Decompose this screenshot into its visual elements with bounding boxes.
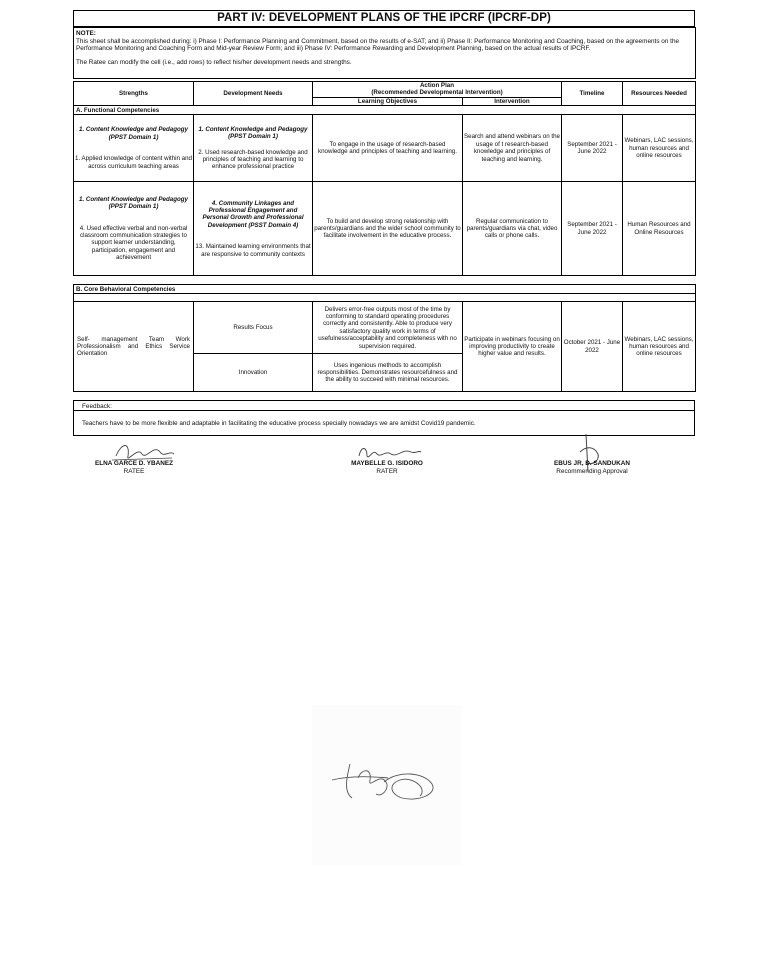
header-intervention: Intervention [463, 97, 562, 105]
row2-need-text: 13. Maintained learning environments that are responsive to community contexts [195, 243, 311, 258]
row1-objective: To engage in the usage of research-based knowledge and principles of teaching and learning. [313, 115, 463, 182]
row2-timeline: September 2021 - June 2022 [562, 182, 623, 276]
row3-objective-results-focus: Delivers error-free outputs most of the time by conforming to standard operating procedures correctly and consistently. Able to produce very satisfactory quality work in terms of usefulness/acceptability and completeness with no supervision required. [313, 302, 463, 354]
row1-need-text: 2. Used research-based knowledge and principles of teaching and learning to enhance professional practice [198, 148, 308, 171]
development-plan-table [73, 81, 696, 392]
note-box [73, 27, 696, 79]
row2-objective: To build and develop strong relationship with parents/guardians and the wider school community to facilitate involvement in the educative process. [313, 182, 463, 276]
scanned-signature-image [328, 758, 440, 804]
approver-signature-block [541, 460, 643, 476]
row1-resources: Webinars, LAC sessions, human resources and online resources [623, 115, 696, 182]
action-plan-subtitle: (Recommended Developmental Intervention) [371, 89, 503, 97]
ratee-role: RATEE [123, 468, 145, 475]
feedback-text: Teachers have to be more flexible and adaptable in facilitating the educative process specially nowadays we are amidst Covid19 pandemic. [82, 420, 476, 427]
row2-resources: Human Resources and Online Resources [623, 182, 696, 276]
row1-timeline: September 2021 - June 2022 [562, 115, 623, 182]
header-strengths: Strengths [74, 82, 194, 106]
header-learning-objectives: Learning Objectives [313, 97, 463, 105]
note-label: NOTE: [76, 30, 96, 37]
header-development-needs: Development Needs [194, 82, 313, 106]
approver-name: EBUS JR, D. SANDUKAN [554, 460, 630, 467]
header-action-plan [313, 82, 562, 98]
section-core-behavioral-competencies: B. Core Behavioral Competencies [74, 285, 696, 294]
row3-strength: Self- management Team Work Professionalism and Ethics Service Orientation [74, 302, 194, 392]
header-resources: Resources Needed [623, 82, 696, 106]
note-modify-instructions: The Ratee can modify the cell (i.e., add rows) to reflect his/her development needs and strengths. [76, 58, 352, 66]
rater-signature-block [337, 460, 437, 476]
row2-intervention: Regular communication to parents/guardians via chat, video calls or phone calls. [463, 182, 562, 276]
row1-strength-title: 1. Content Knowledge and Pedagogy (PPST Domain 1) [79, 126, 188, 141]
row3-intervention: Participate in webinars focusing on improving productivity to create higher value and results. [463, 302, 562, 392]
row2-strength [74, 182, 194, 276]
row1-intervention: Search and attend webinars on the usage of t research-based knowledge and principles of teaching and learning. [463, 115, 562, 182]
row1-strength [74, 115, 194, 182]
row2-need [194, 182, 313, 276]
approver-role: Recommending Approval [556, 468, 628, 475]
row3-objective-innovation: Uses ingenious methods to accomplish responsibilities. Demonstrates resourcefulness and the ability to succeed with minimal resources. [313, 354, 463, 392]
section-functional-competencies: A. Functional Competencies [74, 106, 696, 115]
row1-strength-text: 1. Applied knowledge of content within and across curriculum teaching areas [75, 155, 192, 170]
feedback-box [73, 400, 695, 436]
row1-need-title: 1. Content Knowledge and Pedagogy (PPST Domain 1) [198, 125, 308, 141]
row1-need [194, 115, 313, 182]
ratee-signature-block [83, 460, 185, 476]
rater-role: RATER [376, 468, 398, 475]
ratee-name: ELNA GARCE D. YBANEZ [94, 460, 174, 467]
row3-timeline: October 2021 - June 2022 [562, 302, 623, 392]
feedback-label: Feedback: [82, 403, 112, 410]
row2-need-title: 4. Community Linkages and Professional Engagement and Personal Growth and Professional Development (PSST Domain 4) [202, 199, 304, 229]
row2-strength-title: 1. Content Knowledge and Pedagogy (PPST Domain 1) [79, 195, 188, 211]
page-title: PART IV: DEVELOPMENT PLANS OF THE IPCRF (IPCRF-DP) [73, 10, 695, 27]
rater-name: MAYBELLE G. ISIDORO [351, 460, 423, 467]
header-timeline: Timeline [562, 82, 623, 106]
note-instructions: This sheet shall be accomplished during: i) Phase I: Performance Planning and Commitment, based on the results of e-SAT; and ii) Phase II: Performance Monitoring and Coaching, based on the agreements on the Performance Monitoring and Coaching Form and Mid-year Review Form; and iii) Phase IV: Performance Rewarding and Development Planning, based on the actual results of IPCRF. [76, 37, 680, 53]
action-plan-title: Action Plan [419, 82, 455, 89]
row3-need-results-focus: Results Focus [194, 302, 313, 354]
row3-need-innovation: Innovation [194, 354, 313, 392]
row2-strength-text: 4. Used effective verbal and non-verbal classroom communication strategies to support learner understanding, participation, engagement and achievement [79, 224, 188, 262]
row3-resources: Webinars, LAC sessions, human resources and online resources [623, 302, 696, 392]
